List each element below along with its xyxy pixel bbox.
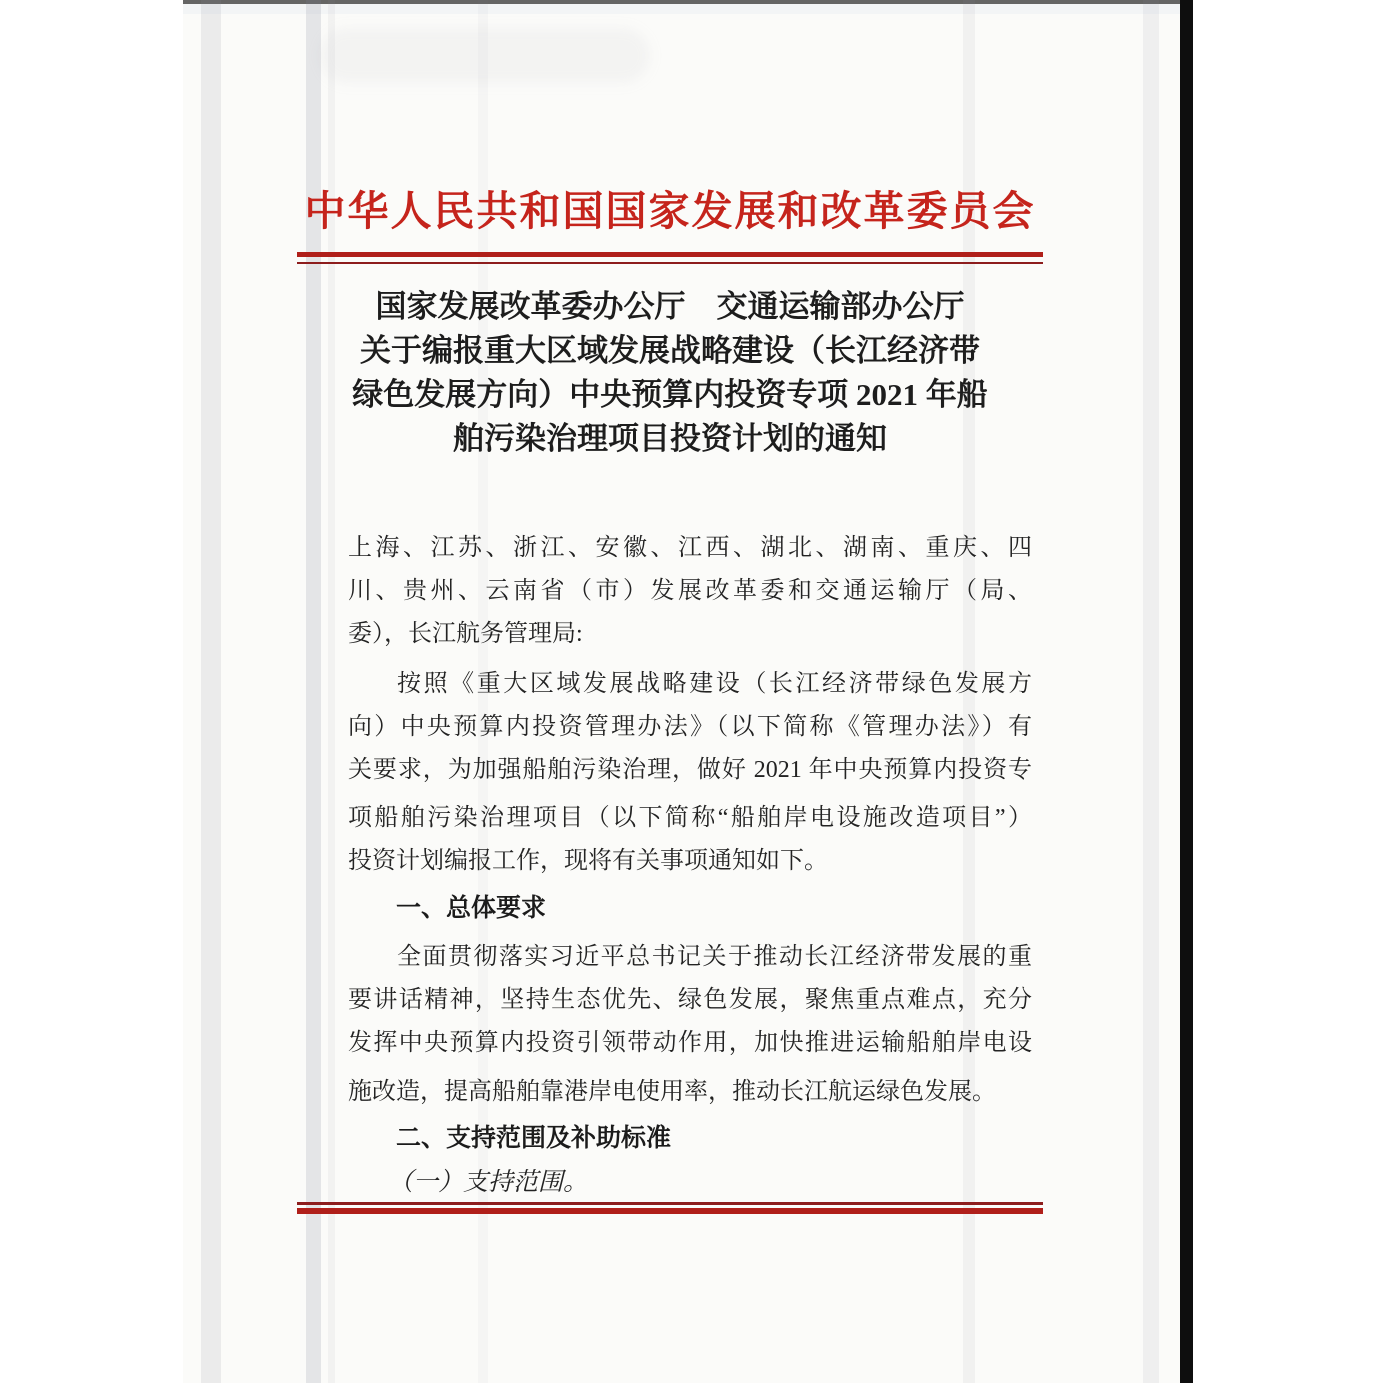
body-line: 项船舶污染治理项目（以下简称“船舶岸电设施改造项目”） — [348, 805, 1032, 831]
body-line: 按照《重大区域发展战略建设（长江经济带绿色发展方 — [397, 671, 1032, 697]
body-line: 委），长江航务管理局: — [348, 621, 583, 647]
scan-smudge-artifact — [320, 28, 650, 83]
body-line: 全面贯彻落实习近平总书记关于推动长江经济带发展的重 — [397, 944, 1032, 970]
body-line: 一、总体要求 — [396, 894, 547, 922]
scan-streak-artifact — [1143, 0, 1159, 1383]
document-title — [297, 285, 1043, 461]
scan-edge-bar — [1180, 0, 1193, 1383]
document-title-line: 国家发展改革委办公厅 交通运输部办公厅 — [375, 289, 965, 324]
document-title-line: 关于编报重大区域发展战略建设（长江经济带 — [360, 333, 980, 368]
scan-streak-artifact — [201, 0, 221, 1383]
body-line: 二、支持范围及补助标准 — [396, 1124, 672, 1152]
letterhead-rule-thin — [297, 262, 1043, 264]
body-line: 上海、江苏、浙江、安徽、江西、湖北、湖南、重庆、四 — [348, 535, 1032, 561]
document-title-line: 舶污染治理项目投资计划的通知 — [453, 421, 887, 456]
body-line: 川、贵州、云南省（市）发展改革委和交通运输厅（局、 — [348, 578, 1032, 604]
footer-rule-thick — [297, 1208, 1043, 1214]
body-line: 向）中央预算内投资管理办法》（以下简称《管理办法》）有 — [348, 714, 1032, 740]
body-lines — [348, 527, 1032, 1204]
body-line: 施改造，提高船舶靠港岸电使用率，推动长江航运绿色发展。 — [348, 1079, 996, 1105]
footer-rule-thin — [297, 1202, 1043, 1205]
letterhead-title: 中华人民共和国国家发展和改革委员会 — [304, 188, 1036, 234]
body-line: 关要求，为加强船舶污染治理，做好 2021 年中央预算内投资专 — [348, 757, 1032, 783]
body-line: （一）支持范围。 — [388, 1169, 589, 1196]
body-line: 发挥中央预算内投资引领带动作用，加快推进运输船舶岸电设 — [348, 1030, 1032, 1056]
body-line: 要讲话精神，坚持生态优先、绿色发展，聚焦重点难点，充分 — [348, 987, 1032, 1013]
body-line: 投资计划编报工作，现将有关事项通知如下。 — [348, 848, 828, 874]
letterhead-rule-thick — [297, 252, 1043, 257]
document-title-line: 绿色发展方向）中央预算内投资专项 2021 年船 — [352, 377, 988, 412]
